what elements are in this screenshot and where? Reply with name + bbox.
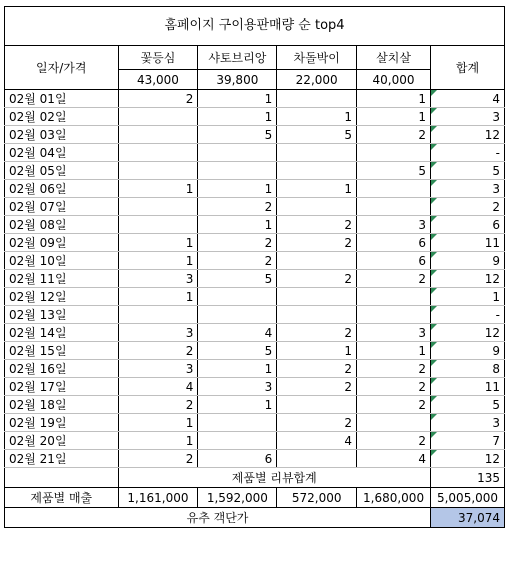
- date-cell[interactable]: 02월 03일: [5, 126, 119, 144]
- quantity-cell[interactable]: 5: [198, 342, 277, 360]
- table-row: [5, 432, 505, 450]
- quantity-cell[interactable]: 2: [118, 450, 198, 468]
- date-cell[interactable]: 02월 10일: [5, 252, 119, 270]
- row-total-cell[interactable]: 8: [431, 360, 505, 378]
- quantity-cell[interactable]: 1: [277, 342, 357, 360]
- date-cell[interactable]: 02월 18일: [5, 396, 119, 414]
- quantity-cell[interactable]: 2: [277, 378, 357, 396]
- date-cell[interactable]: 02월 09일: [5, 234, 119, 252]
- table-row: [5, 288, 505, 306]
- quantity-cell[interactable]: [357, 288, 431, 306]
- quantity-cell[interactable]: [277, 90, 357, 108]
- table-row: [5, 450, 505, 468]
- sales-spreadsheet: [4, 6, 505, 528]
- quantity-cell[interactable]: 2: [198, 198, 277, 216]
- quantity-cell[interactable]: 2: [118, 396, 198, 414]
- row-total-cell[interactable]: 3: [431, 414, 505, 432]
- quantity-cell[interactable]: 2: [277, 360, 357, 378]
- table-row: [5, 180, 505, 198]
- quantity-cell[interactable]: 2: [357, 378, 431, 396]
- quantity-cell[interactable]: 1: [118, 414, 198, 432]
- quantity-cell[interactable]: 2: [357, 396, 431, 414]
- table-row: [5, 162, 505, 180]
- table-row: [5, 234, 505, 252]
- quantity-cell[interactable]: 2: [198, 252, 277, 270]
- quantity-cell[interactable]: 5: [277, 126, 357, 144]
- sales-table: [4, 6, 505, 528]
- table-row: [5, 126, 505, 144]
- date-cell[interactable]: 02월 14일: [5, 324, 119, 342]
- product-name-header[interactable]: 살치살: [357, 46, 431, 70]
- product-sales-cell[interactable]: 572,000: [277, 488, 357, 508]
- quantity-cell[interactable]: 3: [357, 324, 431, 342]
- quantity-cell[interactable]: 1: [198, 360, 277, 378]
- review-total-spacer[interactable]: [5, 468, 119, 488]
- review-total-value[interactable]: 135: [431, 468, 505, 488]
- date-cell[interactable]: 02월 07일: [5, 198, 119, 216]
- quantity-cell[interactable]: 3: [118, 270, 198, 288]
- date-cell[interactable]: 02월 04일: [5, 144, 119, 162]
- quantity-cell[interactable]: 1: [198, 396, 277, 414]
- date-cell[interactable]: 02월 12일: [5, 288, 119, 306]
- quantity-cell[interactable]: [277, 306, 357, 324]
- quantity-cell[interactable]: 1: [198, 180, 277, 198]
- quantity-cell[interactable]: 3: [118, 324, 198, 342]
- table-row: [5, 342, 505, 360]
- row-total-cell[interactable]: 1: [431, 288, 505, 306]
- table-row: [5, 396, 505, 414]
- table-row: [5, 216, 505, 234]
- row-total-cell[interactable]: 6: [431, 216, 505, 234]
- quantity-cell[interactable]: 6: [198, 450, 277, 468]
- quantity-cell[interactable]: 1: [198, 108, 277, 126]
- quantity-cell[interactable]: [357, 198, 431, 216]
- quantity-cell[interactable]: 1: [118, 234, 198, 252]
- table-row: [5, 414, 505, 432]
- quantity-cell[interactable]: [198, 162, 277, 180]
- unit-price-value[interactable]: 37,074: [431, 508, 505, 528]
- quantity-cell[interactable]: [357, 306, 431, 324]
- quantity-cell[interactable]: 1: [118, 252, 198, 270]
- quantity-cell[interactable]: 1: [277, 108, 357, 126]
- quantity-cell[interactable]: [118, 306, 198, 324]
- date-cell[interactable]: 02월 16일: [5, 360, 119, 378]
- quantity-cell[interactable]: 2: [357, 432, 431, 450]
- quantity-cell[interactable]: 1: [357, 90, 431, 108]
- row-total-cell[interactable]: 12: [431, 126, 505, 144]
- row-total-cell[interactable]: 4: [431, 90, 505, 108]
- date-cell[interactable]: 02월 17일: [5, 378, 119, 396]
- table-row: [5, 144, 505, 162]
- row-total-cell[interactable]: 3: [431, 180, 505, 198]
- row-total-cell[interactable]: 9: [431, 252, 505, 270]
- row-total-cell[interactable]: 9: [431, 342, 505, 360]
- date-cell[interactable]: 02월 02일: [5, 108, 119, 126]
- sheet-title[interactable]: 홈페이지 구이용판매량 순 top4: [5, 7, 505, 46]
- quantity-cell[interactable]: [118, 144, 198, 162]
- table-row: [5, 378, 505, 396]
- row-total-cell[interactable]: 12: [431, 450, 505, 468]
- quantity-cell[interactable]: 1: [198, 216, 277, 234]
- product-price-cell[interactable]: 22,000: [277, 70, 357, 90]
- product-name-header[interactable]: 꽃등심: [118, 46, 198, 70]
- table-row: [5, 324, 505, 342]
- product-price-cell[interactable]: 39,800: [198, 70, 277, 90]
- sales-total-cell[interactable]: 5,005,000: [431, 488, 505, 508]
- quantity-cell[interactable]: 1: [357, 108, 431, 126]
- date-cell[interactable]: 02월 01일: [5, 90, 119, 108]
- quantity-cell[interactable]: [198, 414, 277, 432]
- date-cell[interactable]: 02월 21일: [5, 450, 119, 468]
- product-name-header[interactable]: 차돌박이: [277, 46, 357, 70]
- row-total-cell[interactable]: 11: [431, 378, 505, 396]
- quantity-cell[interactable]: 2: [357, 360, 431, 378]
- table-row: [5, 252, 505, 270]
- sales-label[interactable]: 제품별 매출: [5, 488, 119, 508]
- product-sales-cell[interactable]: 1,161,000: [118, 488, 198, 508]
- quantity-cell[interactable]: [198, 432, 277, 450]
- date-cell[interactable]: 02월 05일: [5, 162, 119, 180]
- quantity-cell[interactable]: 1: [118, 288, 198, 306]
- quantity-cell[interactable]: 3: [198, 378, 277, 396]
- table-row: [5, 198, 505, 216]
- quantity-cell[interactable]: [198, 288, 277, 306]
- product-name-header[interactable]: 샤토브리앙: [198, 46, 277, 70]
- quantity-cell[interactable]: 6: [357, 252, 431, 270]
- quantity-cell[interactable]: 2: [277, 234, 357, 252]
- quantity-cell[interactable]: 4: [118, 378, 198, 396]
- quantity-cell[interactable]: [118, 198, 198, 216]
- quantity-cell[interactable]: [118, 108, 198, 126]
- quantity-cell[interactable]: [357, 144, 431, 162]
- table-row: [5, 270, 505, 288]
- quantity-cell[interactable]: [118, 162, 198, 180]
- quantity-cell[interactable]: [277, 450, 357, 468]
- quantity-cell[interactable]: [277, 162, 357, 180]
- quantity-cell[interactable]: [357, 180, 431, 198]
- quantity-cell[interactable]: 3: [357, 216, 431, 234]
- row-total-cell[interactable]: 5: [431, 162, 505, 180]
- quantity-cell[interactable]: 2: [357, 270, 431, 288]
- quantity-cell[interactable]: 5: [357, 162, 431, 180]
- row-total-cell[interactable]: 7: [431, 432, 505, 450]
- quantity-cell[interactable]: 1: [118, 180, 198, 198]
- quantity-cell[interactable]: 2: [277, 270, 357, 288]
- quantity-cell[interactable]: [277, 252, 357, 270]
- quantity-cell[interactable]: 5: [198, 270, 277, 288]
- product-sales-cell[interactable]: 1,680,000: [357, 488, 431, 508]
- date-cell[interactable]: 02월 20일: [5, 432, 119, 450]
- row-total-cell[interactable]: 5: [431, 396, 505, 414]
- quantity-cell[interactable]: [118, 216, 198, 234]
- table-row: [5, 306, 505, 324]
- quantity-cell[interactable]: 2: [118, 342, 198, 360]
- quantity-cell[interactable]: [357, 414, 431, 432]
- product-price-cell[interactable]: 43,000: [118, 70, 198, 90]
- row-total-cell[interactable]: -: [431, 144, 505, 162]
- date-cell[interactable]: 02월 13일: [5, 306, 119, 324]
- date-price-header[interactable]: 일자/가격: [5, 46, 119, 90]
- product-price-cell[interactable]: 40,000: [357, 70, 431, 90]
- row-total-cell[interactable]: 12: [431, 324, 505, 342]
- review-total-label[interactable]: 제품별 리뷰합계: [118, 468, 431, 488]
- table-row: [5, 90, 505, 108]
- sum-header[interactable]: 합계: [431, 46, 505, 90]
- quantity-cell[interactable]: [198, 144, 277, 162]
- quantity-cell[interactable]: 1: [118, 432, 198, 450]
- quantity-cell[interactable]: 2: [277, 216, 357, 234]
- quantity-cell[interactable]: 1: [277, 180, 357, 198]
- quantity-cell[interactable]: 4: [198, 324, 277, 342]
- quantity-cell[interactable]: 2: [277, 414, 357, 432]
- quantity-cell[interactable]: [118, 126, 198, 144]
- row-total-cell[interactable]: 12: [431, 270, 505, 288]
- quantity-cell[interactable]: 4: [357, 450, 431, 468]
- product-sales-cell[interactable]: 1,592,000: [198, 488, 277, 508]
- quantity-cell[interactable]: [198, 306, 277, 324]
- quantity-cell[interactable]: 2: [118, 90, 198, 108]
- row-total-cell[interactable]: -: [431, 306, 505, 324]
- quantity-cell[interactable]: [277, 288, 357, 306]
- date-cell[interactable]: 02월 19일: [5, 414, 119, 432]
- quantity-cell[interactable]: 6: [357, 234, 431, 252]
- quantity-cell[interactable]: 5: [198, 126, 277, 144]
- quantity-cell[interactable]: 3: [118, 360, 198, 378]
- row-total-cell[interactable]: 11: [431, 234, 505, 252]
- unit-price-label[interactable]: 유추 객단가: [5, 508, 431, 528]
- quantity-cell[interactable]: 2: [357, 126, 431, 144]
- quantity-cell[interactable]: [277, 198, 357, 216]
- date-cell[interactable]: 02월 11일: [5, 270, 119, 288]
- date-cell[interactable]: 02월 15일: [5, 342, 119, 360]
- table-row: [5, 108, 505, 126]
- date-cell[interactable]: 02월 08일: [5, 216, 119, 234]
- quantity-cell[interactable]: [277, 144, 357, 162]
- row-total-cell[interactable]: 2: [431, 198, 505, 216]
- quantity-cell[interactable]: 1: [357, 342, 431, 360]
- date-cell[interactable]: 02월 06일: [5, 180, 119, 198]
- quantity-cell[interactable]: 4: [277, 432, 357, 450]
- quantity-cell[interactable]: 2: [198, 234, 277, 252]
- row-total-cell[interactable]: 3: [431, 108, 505, 126]
- quantity-cell[interactable]: [277, 396, 357, 414]
- quantity-cell[interactable]: 1: [198, 90, 277, 108]
- quantity-cell[interactable]: 2: [277, 324, 357, 342]
- table-row: [5, 360, 505, 378]
